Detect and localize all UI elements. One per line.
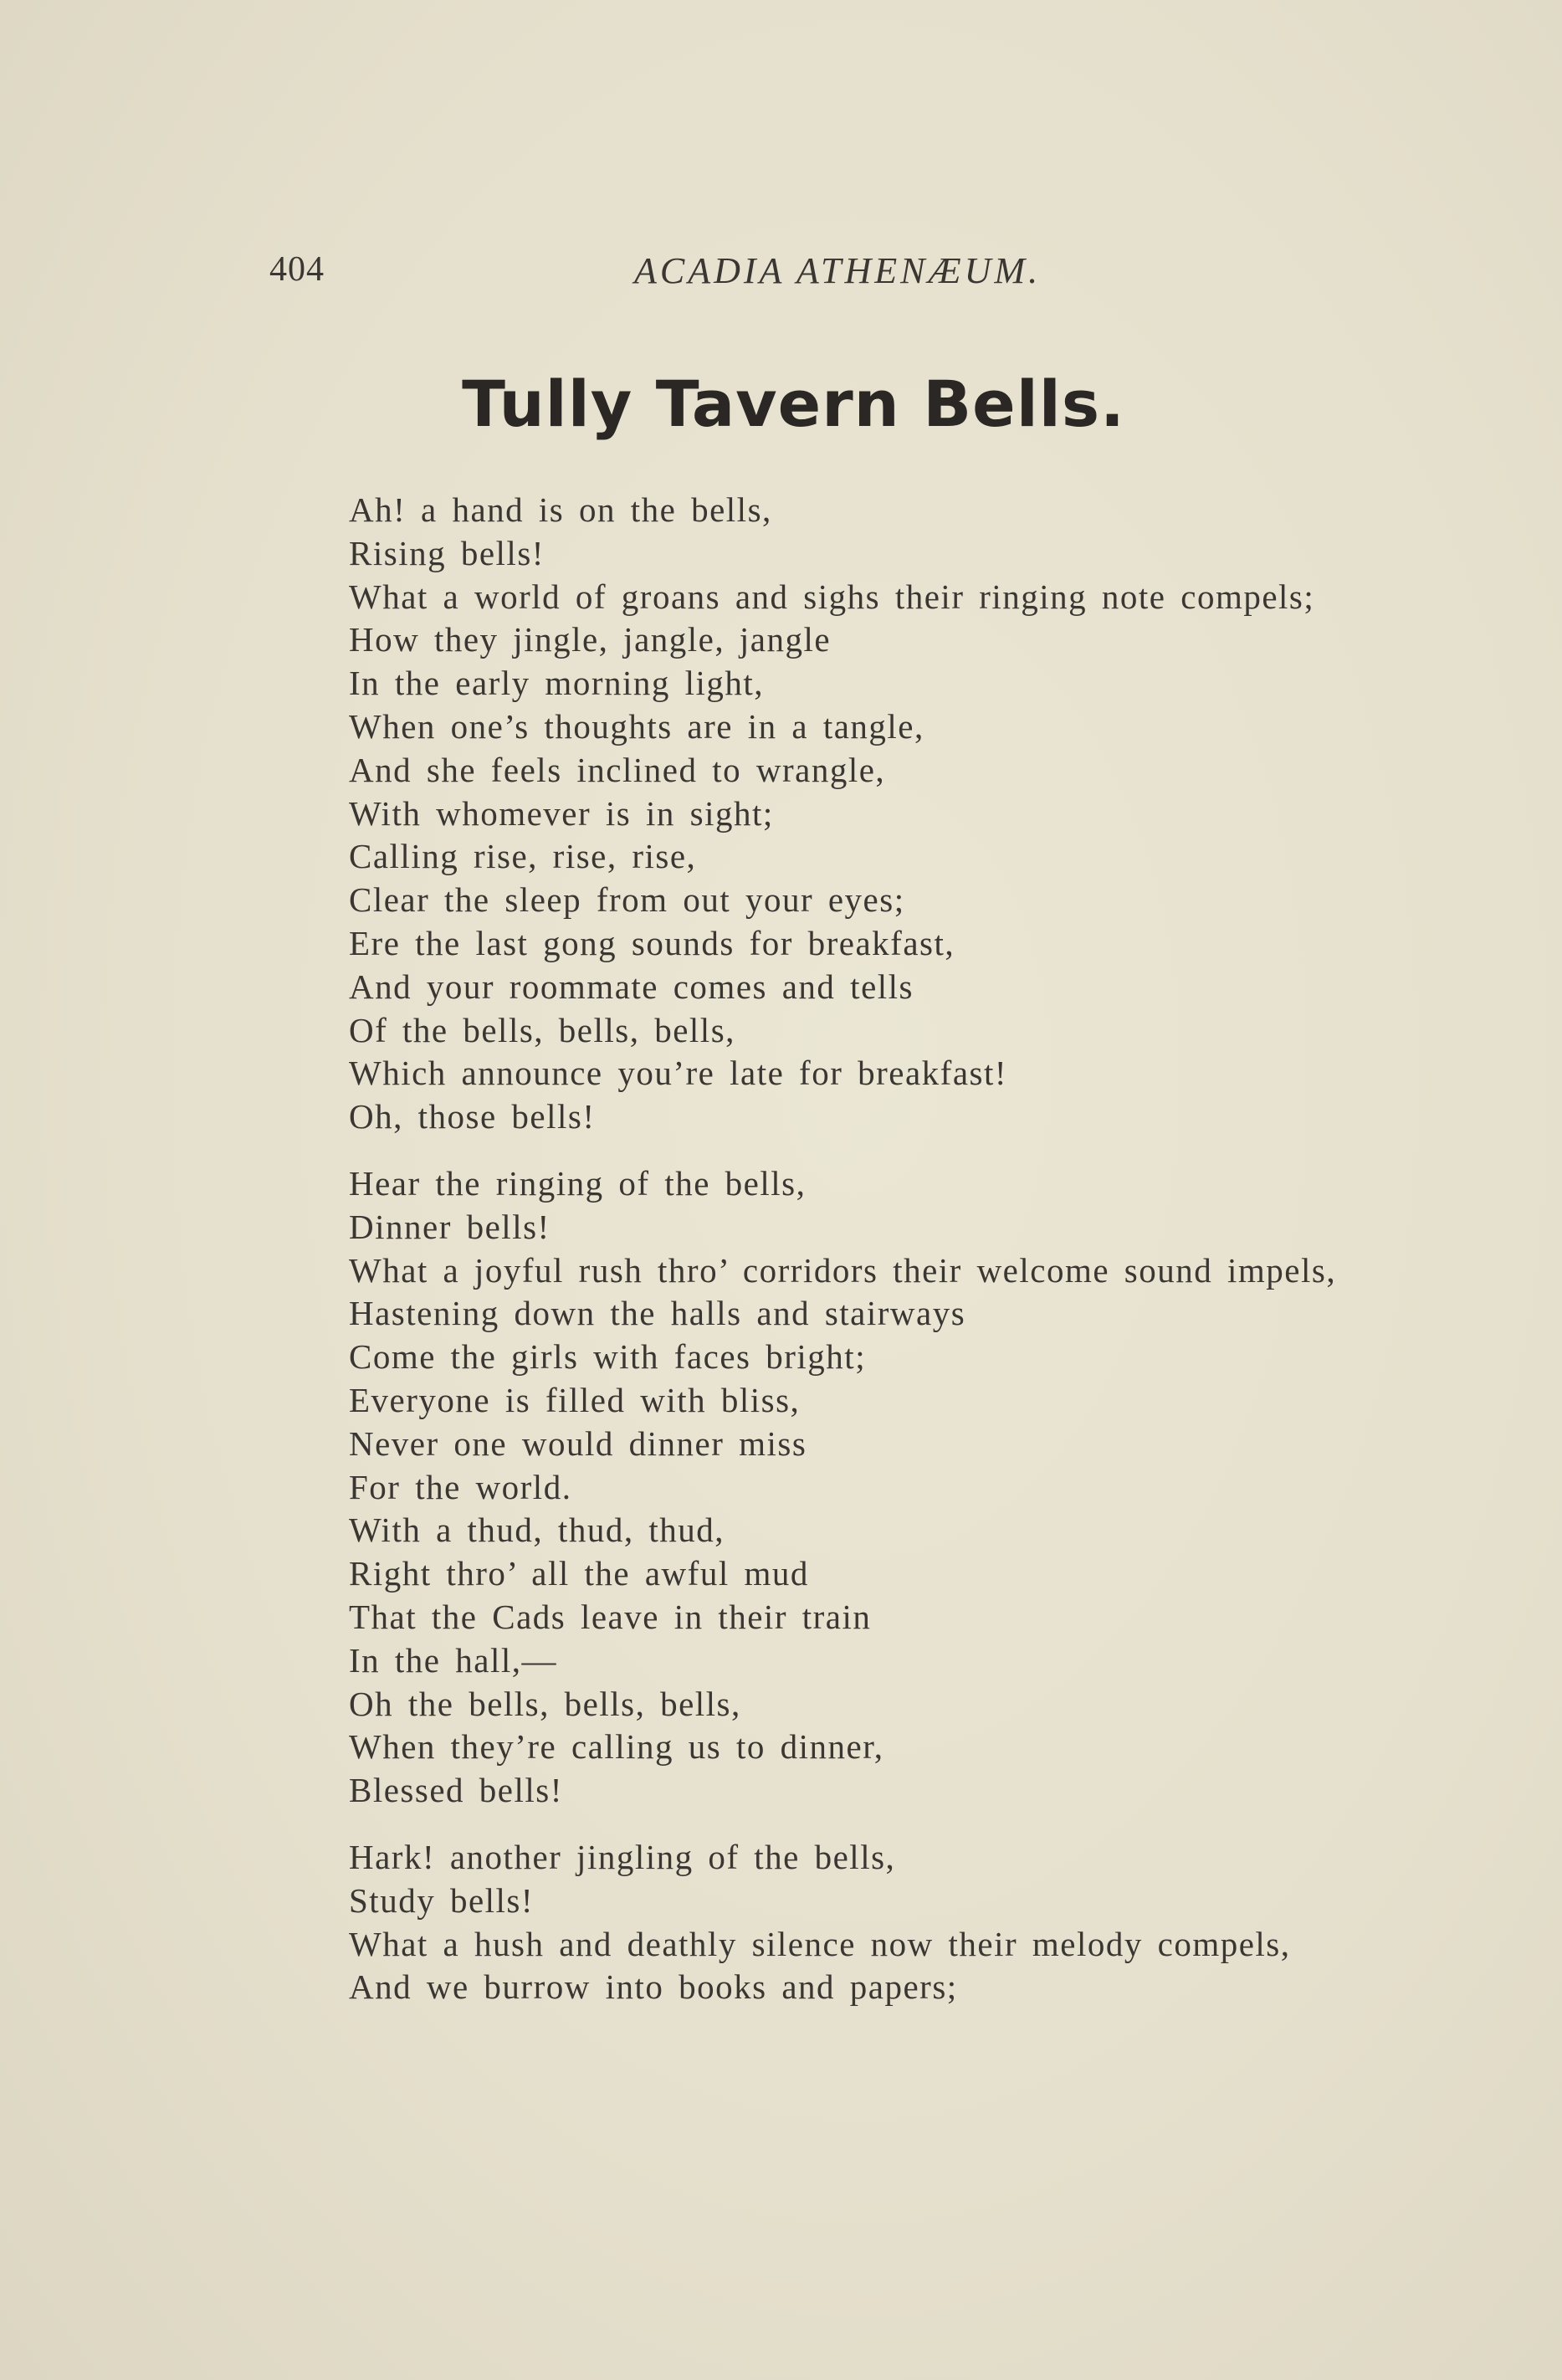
poem-line: How they jingle, jangle, jangle <box>349 620 832 659</box>
poem-line: With a thud, thud, thud, <box>349 1511 725 1550</box>
poem-line: Ere the last gong sounds for breakfast, <box>349 923 955 962</box>
poem-line: Never one would dinner miss <box>349 1423 807 1463</box>
stanza <box>349 1162 1520 1813</box>
stanza <box>349 489 1520 1139</box>
poem-line: What a hush and deathly silence now their melody compels, <box>349 1924 1291 1963</box>
poem-line: Right thro’ all the awful mud <box>349 1554 809 1593</box>
poem-line: What a joyful rush thro’ corridors their welcome sound impels, <box>349 1250 1337 1290</box>
poem-line: Rising bells! <box>349 533 545 572</box>
poem-line: When they’re calling us to dinner, <box>349 1727 884 1767</box>
poem-line: Clear the sleep from out your eyes; <box>349 880 905 920</box>
poem-line: That the Cads leave in their train <box>349 1597 872 1636</box>
poem-line: Dinner bells! <box>349 1207 551 1246</box>
poem-line: Which announce you’re late for breakfast! <box>349 1054 1008 1093</box>
poem-line: Come the girls with faces bright; <box>349 1337 867 1377</box>
poem-line: Study bells! <box>349 1880 535 1920</box>
poem-line: Hastening down the halls and stairways <box>349 1294 966 1333</box>
poem-line: Everyone is filled with bliss, <box>349 1380 801 1419</box>
running-head: ACADIA ATHENÆUM. <box>634 250 1042 291</box>
poem-title: Tully Tavern Bells. <box>462 367 1125 441</box>
stanza <box>349 1836 1520 2009</box>
poem-line: In the early morning light, <box>349 664 765 703</box>
poem-line: What a world of groans and sighs their ringing note compels; <box>349 577 1315 616</box>
poem-body <box>349 489 1520 2033</box>
poem-line: When one’s thoughts are in a tangle, <box>349 706 924 746</box>
poem-line: Calling rise, rise, rise, <box>349 837 697 876</box>
poem-line: For the world. <box>349 1467 572 1506</box>
poem-line: Ah! a hand is on the bells, <box>349 490 772 529</box>
poem-line: In the hall,— <box>349 1640 557 1680</box>
poem-line: And your roommate comes and tells <box>349 967 914 1006</box>
poem-line: And we burrow into books and papers; <box>349 1967 958 2007</box>
page-number: 404 <box>269 250 325 289</box>
poem-line: Of the bells, bells, bells, <box>349 1010 735 1049</box>
poem-line: With whomever is in sight; <box>349 793 774 833</box>
poem-line: Oh, those bells! <box>349 1097 596 1136</box>
poem-line: Oh the bells, bells, bells, <box>349 1684 741 1723</box>
poem-line: And she feels inclined to wrangle, <box>349 750 886 789</box>
poem-line: Hark! another jingling of the bells, <box>349 1837 896 1876</box>
poem-line: Blessed bells! <box>349 1771 563 1810</box>
page-header <box>0 249 1562 300</box>
poem-line: Hear the ringing of the bells, <box>349 1163 807 1203</box>
